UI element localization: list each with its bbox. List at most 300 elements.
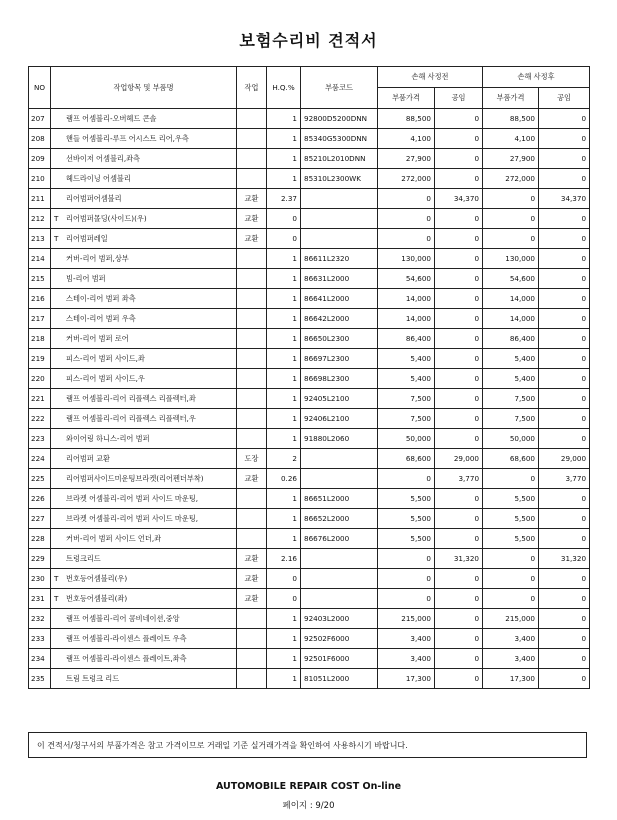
cell-part-code: 86611L2320 bbox=[301, 249, 378, 269]
cell-no: 220 bbox=[29, 369, 51, 389]
cell-before-labor: 0 bbox=[435, 249, 483, 269]
cell-no: 217 bbox=[29, 309, 51, 329]
item-name-text: 커버-리어 범퍼 로어 bbox=[66, 333, 129, 343]
cell-before-parts-price: 68,600 bbox=[378, 449, 435, 469]
item-name-text: 리어범퍼 교환 bbox=[66, 453, 110, 463]
cell-before-labor: 0 bbox=[435, 289, 483, 309]
cell-before-parts-price: 7,500 bbox=[378, 409, 435, 429]
cell-item-name bbox=[51, 489, 237, 509]
cell-part-code bbox=[301, 569, 378, 589]
cell-after-labor: 0 bbox=[539, 109, 590, 129]
cell-hq: 1 bbox=[267, 369, 301, 389]
item-name-text: 리어범퍼몰딩(사이드)(우) bbox=[66, 213, 147, 223]
cell-work-type bbox=[237, 309, 267, 329]
cell-after-parts-price: 86,400 bbox=[483, 329, 539, 349]
cell-before-parts-price: 3,400 bbox=[378, 629, 435, 649]
cell-work-type: 도장 bbox=[237, 449, 267, 469]
cell-item-name bbox=[51, 389, 237, 409]
item-name-text: 램프 어셈블리-라이센스 플레이트 우측 bbox=[66, 633, 187, 643]
cell-work-type bbox=[237, 529, 267, 549]
table-row bbox=[29, 469, 590, 489]
cell-part-code: 92403L2000 bbox=[301, 609, 378, 629]
cell-before-labor: 0 bbox=[435, 309, 483, 329]
table-row bbox=[29, 589, 590, 609]
cell-hq: 0 bbox=[267, 229, 301, 249]
cell-after-labor: 0 bbox=[539, 489, 590, 509]
cell-hq: 1 bbox=[267, 629, 301, 649]
table-row bbox=[29, 349, 590, 369]
cell-part-code bbox=[301, 449, 378, 469]
table-row bbox=[29, 249, 590, 269]
cell-before-labor: 0 bbox=[435, 209, 483, 229]
cell-after-parts-price: 130,000 bbox=[483, 249, 539, 269]
cell-item-name bbox=[51, 429, 237, 449]
cell-part-code: 86641L2000 bbox=[301, 289, 378, 309]
cell-item-name bbox=[51, 349, 237, 369]
tech-mark: T bbox=[54, 213, 59, 223]
cell-no: 211 bbox=[29, 189, 51, 209]
item-name-text: 와이어링 하니스-리어 범퍼 bbox=[66, 433, 150, 443]
cell-before-labor: 34,370 bbox=[435, 189, 483, 209]
cell-after-labor: 3,770 bbox=[539, 469, 590, 489]
table-row bbox=[29, 369, 590, 389]
cell-item-name bbox=[51, 249, 237, 269]
item-name-text: 램프 어셈블리-리어 리플렉스 리플렉터,좌 bbox=[66, 393, 196, 403]
cell-work-type bbox=[237, 509, 267, 529]
cell-part-code: 92502F6000 bbox=[301, 629, 378, 649]
cell-no: 233 bbox=[29, 629, 51, 649]
estimate-table bbox=[28, 66, 590, 689]
cell-before-parts-price: 50,000 bbox=[378, 429, 435, 449]
cell-before-parts-price: 0 bbox=[378, 189, 435, 209]
cell-after-labor: 0 bbox=[539, 529, 590, 549]
cell-hq: 1 bbox=[267, 509, 301, 529]
cell-before-labor: 0 bbox=[435, 409, 483, 429]
cell-hq: 1 bbox=[267, 649, 301, 669]
table-row bbox=[29, 549, 590, 569]
table-row bbox=[29, 489, 590, 509]
cell-hq: 1 bbox=[267, 389, 301, 409]
cell-after-labor: 0 bbox=[539, 329, 590, 349]
cell-hq: 1 bbox=[267, 249, 301, 269]
cell-item-name bbox=[51, 369, 237, 389]
cell-after-parts-price: 5,500 bbox=[483, 529, 539, 549]
cell-part-code bbox=[301, 209, 378, 229]
item-name-text: 트렁크리드 bbox=[66, 553, 101, 563]
cell-no: 229 bbox=[29, 549, 51, 569]
cell-part-code: 85340G5300DNN bbox=[301, 129, 378, 149]
cell-before-labor: 0 bbox=[435, 649, 483, 669]
cell-before-labor: 0 bbox=[435, 349, 483, 369]
cell-no: 231 bbox=[29, 589, 51, 609]
cell-part-code: 86698L2300 bbox=[301, 369, 378, 389]
header-after-labor: 공임 bbox=[539, 88, 590, 109]
cell-before-parts-price: 5,400 bbox=[378, 349, 435, 369]
cell-after-parts-price: 3,400 bbox=[483, 649, 539, 669]
cell-work-type: 교환 bbox=[237, 569, 267, 589]
cell-after-labor: 0 bbox=[539, 169, 590, 189]
cell-part-code: 86631L2000 bbox=[301, 269, 378, 289]
cell-no: 226 bbox=[29, 489, 51, 509]
cell-before-labor: 3,770 bbox=[435, 469, 483, 489]
cell-part-code: 92501F6000 bbox=[301, 649, 378, 669]
cell-after-parts-price: 88,500 bbox=[483, 109, 539, 129]
cell-work-type: 교환 bbox=[237, 189, 267, 209]
cell-before-parts-price: 14,000 bbox=[378, 289, 435, 309]
cell-after-labor: 31,320 bbox=[539, 549, 590, 569]
table-row bbox=[29, 189, 590, 209]
document-title: 보험수리비 견적서 bbox=[239, 31, 378, 50]
cell-no: 212 bbox=[29, 209, 51, 229]
cell-after-parts-price: 0 bbox=[483, 589, 539, 609]
cell-after-parts-price: 5,500 bbox=[483, 489, 539, 509]
cell-before-parts-price: 0 bbox=[378, 569, 435, 589]
cell-after-labor: 0 bbox=[539, 389, 590, 409]
table-row bbox=[29, 569, 590, 589]
cell-part-code: 91880L2060 bbox=[301, 429, 378, 449]
cell-part-code bbox=[301, 229, 378, 249]
table-row bbox=[29, 429, 590, 449]
cell-no: 221 bbox=[29, 389, 51, 409]
cell-hq: 1 bbox=[267, 409, 301, 429]
cell-before-parts-price: 272,000 bbox=[378, 169, 435, 189]
cell-before-parts-price: 0 bbox=[378, 549, 435, 569]
cell-hq: 1 bbox=[267, 289, 301, 309]
cell-after-parts-price: 7,500 bbox=[483, 409, 539, 429]
cell-before-parts-price: 54,600 bbox=[378, 269, 435, 289]
cell-item-name bbox=[51, 529, 237, 549]
cell-hq: 1 bbox=[267, 269, 301, 289]
cell-before-parts-price: 215,000 bbox=[378, 609, 435, 629]
item-name-text: 스테이-리어 범퍼 좌측 bbox=[66, 293, 136, 303]
table-row bbox=[29, 269, 590, 289]
cell-before-labor: 29,000 bbox=[435, 449, 483, 469]
cell-work-type bbox=[237, 289, 267, 309]
cell-before-labor: 0 bbox=[435, 269, 483, 289]
header-item: 작업항목 및 부품명 bbox=[51, 67, 237, 109]
cell-before-parts-price: 5,500 bbox=[378, 489, 435, 509]
cell-work-type bbox=[237, 169, 267, 189]
cell-before-parts-price: 0 bbox=[378, 229, 435, 249]
cell-item-name bbox=[51, 629, 237, 649]
cell-before-parts-price: 27,900 bbox=[378, 149, 435, 169]
cell-after-parts-price: 0 bbox=[483, 209, 539, 229]
cell-part-code: 92405L2100 bbox=[301, 389, 378, 409]
cell-hq: 1 bbox=[267, 429, 301, 449]
cell-before-parts-price: 4,100 bbox=[378, 129, 435, 149]
cell-part-code: 86652L2000 bbox=[301, 509, 378, 529]
cell-after-labor: 0 bbox=[539, 509, 590, 529]
header-before-parts-price: 부품가격 bbox=[378, 88, 435, 109]
cell-hq: 0.26 bbox=[267, 469, 301, 489]
cell-before-labor: 0 bbox=[435, 489, 483, 509]
table-row bbox=[29, 609, 590, 629]
item-name-text: 트림 트렁크 리드 bbox=[66, 673, 120, 683]
cell-after-labor: 0 bbox=[539, 409, 590, 429]
cell-after-parts-price: 0 bbox=[483, 549, 539, 569]
tech-mark: T bbox=[54, 573, 59, 583]
cell-before-parts-price: 5,400 bbox=[378, 369, 435, 389]
cell-no: 213 bbox=[29, 229, 51, 249]
cell-work-type bbox=[237, 349, 267, 369]
cell-no: 214 bbox=[29, 249, 51, 269]
cell-after-parts-price: 50,000 bbox=[483, 429, 539, 449]
cell-before-parts-price: 86,400 bbox=[378, 329, 435, 349]
cell-no: 207 bbox=[29, 109, 51, 129]
item-name-text: 리어범퍼어셈블리 bbox=[66, 193, 122, 203]
cell-part-code: 86650L2300 bbox=[301, 329, 378, 349]
cell-hq: 1 bbox=[267, 129, 301, 149]
cell-before-labor: 0 bbox=[435, 429, 483, 449]
item-name-text: 램프 어셈블리-오버헤드 콘솔 bbox=[66, 113, 157, 123]
cell-before-parts-price: 88,500 bbox=[378, 109, 435, 129]
item-name-text: 리어범퍼레일 bbox=[66, 233, 108, 243]
cell-hq: 1 bbox=[267, 109, 301, 129]
cell-no: 232 bbox=[29, 609, 51, 629]
cell-part-code bbox=[301, 549, 378, 569]
item-name-text: 브라켓 어셈블리-리어 범퍼 사이드 마운팅, bbox=[66, 493, 199, 503]
item-name-text: 리어범퍼사이드미운팅브라켓(리어펜더부착) bbox=[66, 473, 204, 483]
cell-hq: 2 bbox=[267, 449, 301, 469]
cell-part-code: 81051L2000 bbox=[301, 669, 378, 689]
cell-work-type bbox=[237, 649, 267, 669]
cell-part-code: 86697L2300 bbox=[301, 349, 378, 369]
tech-mark: T bbox=[54, 233, 59, 243]
cell-work-type bbox=[237, 109, 267, 129]
item-name-text: 램프 어셈블리-리어 리플렉스 리플렉터,우 bbox=[66, 413, 196, 423]
cell-before-labor: 0 bbox=[435, 629, 483, 649]
cell-after-parts-price: 215,000 bbox=[483, 609, 539, 629]
table-row bbox=[29, 629, 590, 649]
cell-after-parts-price: 14,000 bbox=[483, 289, 539, 309]
cell-item-name bbox=[51, 509, 237, 529]
cell-after-labor: 0 bbox=[539, 429, 590, 449]
cell-no: 225 bbox=[29, 469, 51, 489]
cell-work-type bbox=[237, 149, 267, 169]
table-row bbox=[29, 529, 590, 549]
cell-after-labor: 34,370 bbox=[539, 189, 590, 209]
table-row bbox=[29, 509, 590, 529]
cell-item-name bbox=[51, 189, 237, 209]
cell-no: 209 bbox=[29, 149, 51, 169]
cell-after-parts-price: 5,500 bbox=[483, 509, 539, 529]
table-row bbox=[29, 109, 590, 129]
cell-work-type bbox=[237, 489, 267, 509]
item-name-text: 램프 어셈블리-리어 콤비네이션,중앙 bbox=[66, 613, 180, 623]
cell-no: 228 bbox=[29, 529, 51, 549]
cell-hq: 1 bbox=[267, 489, 301, 509]
cell-after-parts-price: 3,400 bbox=[483, 629, 539, 649]
table-row bbox=[29, 409, 590, 429]
cell-after-parts-price: 272,000 bbox=[483, 169, 539, 189]
cell-before-labor: 0 bbox=[435, 129, 483, 149]
tech-mark: T bbox=[54, 593, 59, 603]
item-name-text: 번호등어셈블리(좌) bbox=[66, 593, 128, 603]
cell-after-labor: 0 bbox=[539, 269, 590, 289]
cell-after-labor: 0 bbox=[539, 569, 590, 589]
item-name-text: 번호등어셈블리(우) bbox=[66, 573, 128, 583]
table-row bbox=[29, 309, 590, 329]
cell-before-labor: 0 bbox=[435, 669, 483, 689]
cell-work-type bbox=[237, 129, 267, 149]
cell-no: 215 bbox=[29, 269, 51, 289]
page-number: 페이지 : 9/20 bbox=[282, 801, 335, 811]
cell-work-type bbox=[237, 409, 267, 429]
table-row bbox=[29, 669, 590, 689]
cell-work-type bbox=[237, 389, 267, 409]
cell-work-type bbox=[237, 269, 267, 289]
cell-work-type: 교환 bbox=[237, 469, 267, 489]
cell-hq: 1 bbox=[267, 669, 301, 689]
cell-after-labor: 0 bbox=[539, 669, 590, 689]
table-row bbox=[29, 329, 590, 349]
cell-work-type bbox=[237, 629, 267, 649]
cell-item-name bbox=[51, 269, 237, 289]
cell-part-code: 92406L2100 bbox=[301, 409, 378, 429]
cell-part-code: 92800D5200DNN bbox=[301, 109, 378, 129]
cell-no: 235 bbox=[29, 669, 51, 689]
cell-item-name bbox=[51, 149, 237, 169]
cell-item-name bbox=[51, 589, 237, 609]
cell-after-labor: 0 bbox=[539, 349, 590, 369]
cell-after-labor: 0 bbox=[539, 149, 590, 169]
item-name-text: 헤드라이닝 어셈블리 bbox=[66, 173, 131, 183]
cell-work-type bbox=[237, 609, 267, 629]
cell-after-labor: 0 bbox=[539, 609, 590, 629]
cell-after-labor: 0 bbox=[539, 229, 590, 249]
cell-hq: 1 bbox=[267, 329, 301, 349]
cell-no: 234 bbox=[29, 649, 51, 669]
cell-after-parts-price: 5,400 bbox=[483, 349, 539, 369]
cell-no: 230 bbox=[29, 569, 51, 589]
price-notice: 이 견적서/청구서의 부품가격은 참고 가격이므로 거래일 기준 실거래가격을 확인하여 사용하시기 바랍니다. bbox=[28, 732, 587, 758]
cell-before-parts-price: 3,400 bbox=[378, 649, 435, 669]
cell-item-name bbox=[51, 289, 237, 309]
cell-before-parts-price: 0 bbox=[378, 469, 435, 489]
cell-item-name bbox=[51, 449, 237, 469]
cell-after-parts-price: 7,500 bbox=[483, 389, 539, 409]
header-after-assessment: 손해 사정후 bbox=[483, 67, 590, 88]
cell-after-labor: 29,000 bbox=[539, 449, 590, 469]
cell-hq: 0 bbox=[267, 569, 301, 589]
cell-after-parts-price: 5,400 bbox=[483, 369, 539, 389]
cell-hq: 2.37 bbox=[267, 189, 301, 209]
cell-no: 219 bbox=[29, 349, 51, 369]
item-name-text: 램프 어셈블리-라이센스 플레이트,좌측 bbox=[66, 653, 187, 663]
cell-before-parts-price: 5,500 bbox=[378, 509, 435, 529]
cell-hq: 0 bbox=[267, 209, 301, 229]
cell-before-labor: 0 bbox=[435, 329, 483, 349]
cell-before-labor: 0 bbox=[435, 109, 483, 129]
header-part-code: 부품코드 bbox=[301, 67, 378, 109]
cell-no: 216 bbox=[29, 289, 51, 309]
table-row bbox=[29, 289, 590, 309]
header-before-labor: 공임 bbox=[435, 88, 483, 109]
cell-before-labor: 0 bbox=[435, 169, 483, 189]
cell-before-labor: 31,320 bbox=[435, 549, 483, 569]
table-row bbox=[29, 209, 590, 229]
cell-after-labor: 0 bbox=[539, 629, 590, 649]
header-before-assessment: 손해 사정전 bbox=[378, 67, 483, 88]
item-name-text: 브라켓 어셈블리-리어 범퍼 사이드 마운팅, bbox=[66, 513, 199, 523]
cell-item-name bbox=[51, 309, 237, 329]
cell-work-type bbox=[237, 669, 267, 689]
cell-before-parts-price: 17,300 bbox=[378, 669, 435, 689]
table-row bbox=[29, 149, 590, 169]
cell-before-parts-price: 130,000 bbox=[378, 249, 435, 269]
cell-part-code bbox=[301, 189, 378, 209]
cell-after-parts-price: 0 bbox=[483, 469, 539, 489]
cell-before-labor: 0 bbox=[435, 589, 483, 609]
cell-before-parts-price: 0 bbox=[378, 589, 435, 609]
item-name-text: 커버-리어 범퍼 사이드 언더,좌 bbox=[66, 533, 162, 543]
header-after-parts-price: 부품가격 bbox=[483, 88, 539, 109]
cell-no: 210 bbox=[29, 169, 51, 189]
cell-hq: 1 bbox=[267, 349, 301, 369]
cell-after-parts-price: 17,300 bbox=[483, 669, 539, 689]
item-name-text: 스테이-리어 범퍼 우측 bbox=[66, 313, 136, 323]
cell-item-name bbox=[51, 409, 237, 429]
cell-hq: 0 bbox=[267, 589, 301, 609]
table-row bbox=[29, 129, 590, 149]
item-name-text: 선바이저 어셈블리,좌측 bbox=[66, 153, 141, 163]
cell-no: 223 bbox=[29, 429, 51, 449]
cell-no: 222 bbox=[29, 409, 51, 429]
cell-before-labor: 0 bbox=[435, 149, 483, 169]
cell-after-parts-price: 68,600 bbox=[483, 449, 539, 469]
cell-after-parts-price: 0 bbox=[483, 569, 539, 589]
table-row bbox=[29, 449, 590, 469]
cell-before-labor: 0 bbox=[435, 609, 483, 629]
cell-part-code bbox=[301, 589, 378, 609]
cell-work-type: 교환 bbox=[237, 209, 267, 229]
cell-hq: 1 bbox=[267, 609, 301, 629]
cell-after-labor: 0 bbox=[539, 289, 590, 309]
cell-part-code: 85310L2300WK bbox=[301, 169, 378, 189]
cell-after-parts-price: 0 bbox=[483, 229, 539, 249]
item-name-text: 피스-리어 범퍼 사이드,우 bbox=[66, 373, 145, 383]
cell-part-code: 85210L2010DNN bbox=[301, 149, 378, 169]
cell-work-type: 교환 bbox=[237, 589, 267, 609]
cell-before-labor: 0 bbox=[435, 229, 483, 249]
cell-work-type bbox=[237, 249, 267, 269]
cell-before-labor: 0 bbox=[435, 529, 483, 549]
cell-item-name bbox=[51, 469, 237, 489]
header-no: NO bbox=[29, 67, 51, 109]
cell-before-parts-price: 5,500 bbox=[378, 529, 435, 549]
cell-after-labor: 0 bbox=[539, 309, 590, 329]
cell-item-name bbox=[51, 209, 237, 229]
cell-before-parts-price: 14,000 bbox=[378, 309, 435, 329]
cell-item-name bbox=[51, 609, 237, 629]
item-name-text: 피스-리어 범퍼 사이드,좌 bbox=[66, 353, 145, 363]
cell-after-labor: 0 bbox=[539, 369, 590, 389]
cell-item-name bbox=[51, 169, 237, 189]
cell-before-labor: 0 bbox=[435, 389, 483, 409]
cell-work-type: 교환 bbox=[237, 229, 267, 249]
table-row bbox=[29, 229, 590, 249]
cell-part-code: 86676L2000 bbox=[301, 529, 378, 549]
cell-after-parts-price: 0 bbox=[483, 189, 539, 209]
cell-item-name bbox=[51, 229, 237, 249]
cell-no: 224 bbox=[29, 449, 51, 469]
cell-item-name bbox=[51, 129, 237, 149]
cell-before-labor: 0 bbox=[435, 369, 483, 389]
cell-after-labor: 0 bbox=[539, 129, 590, 149]
cell-before-parts-price: 0 bbox=[378, 209, 435, 229]
cell-before-parts-price: 7,500 bbox=[378, 389, 435, 409]
table-row bbox=[29, 649, 590, 669]
